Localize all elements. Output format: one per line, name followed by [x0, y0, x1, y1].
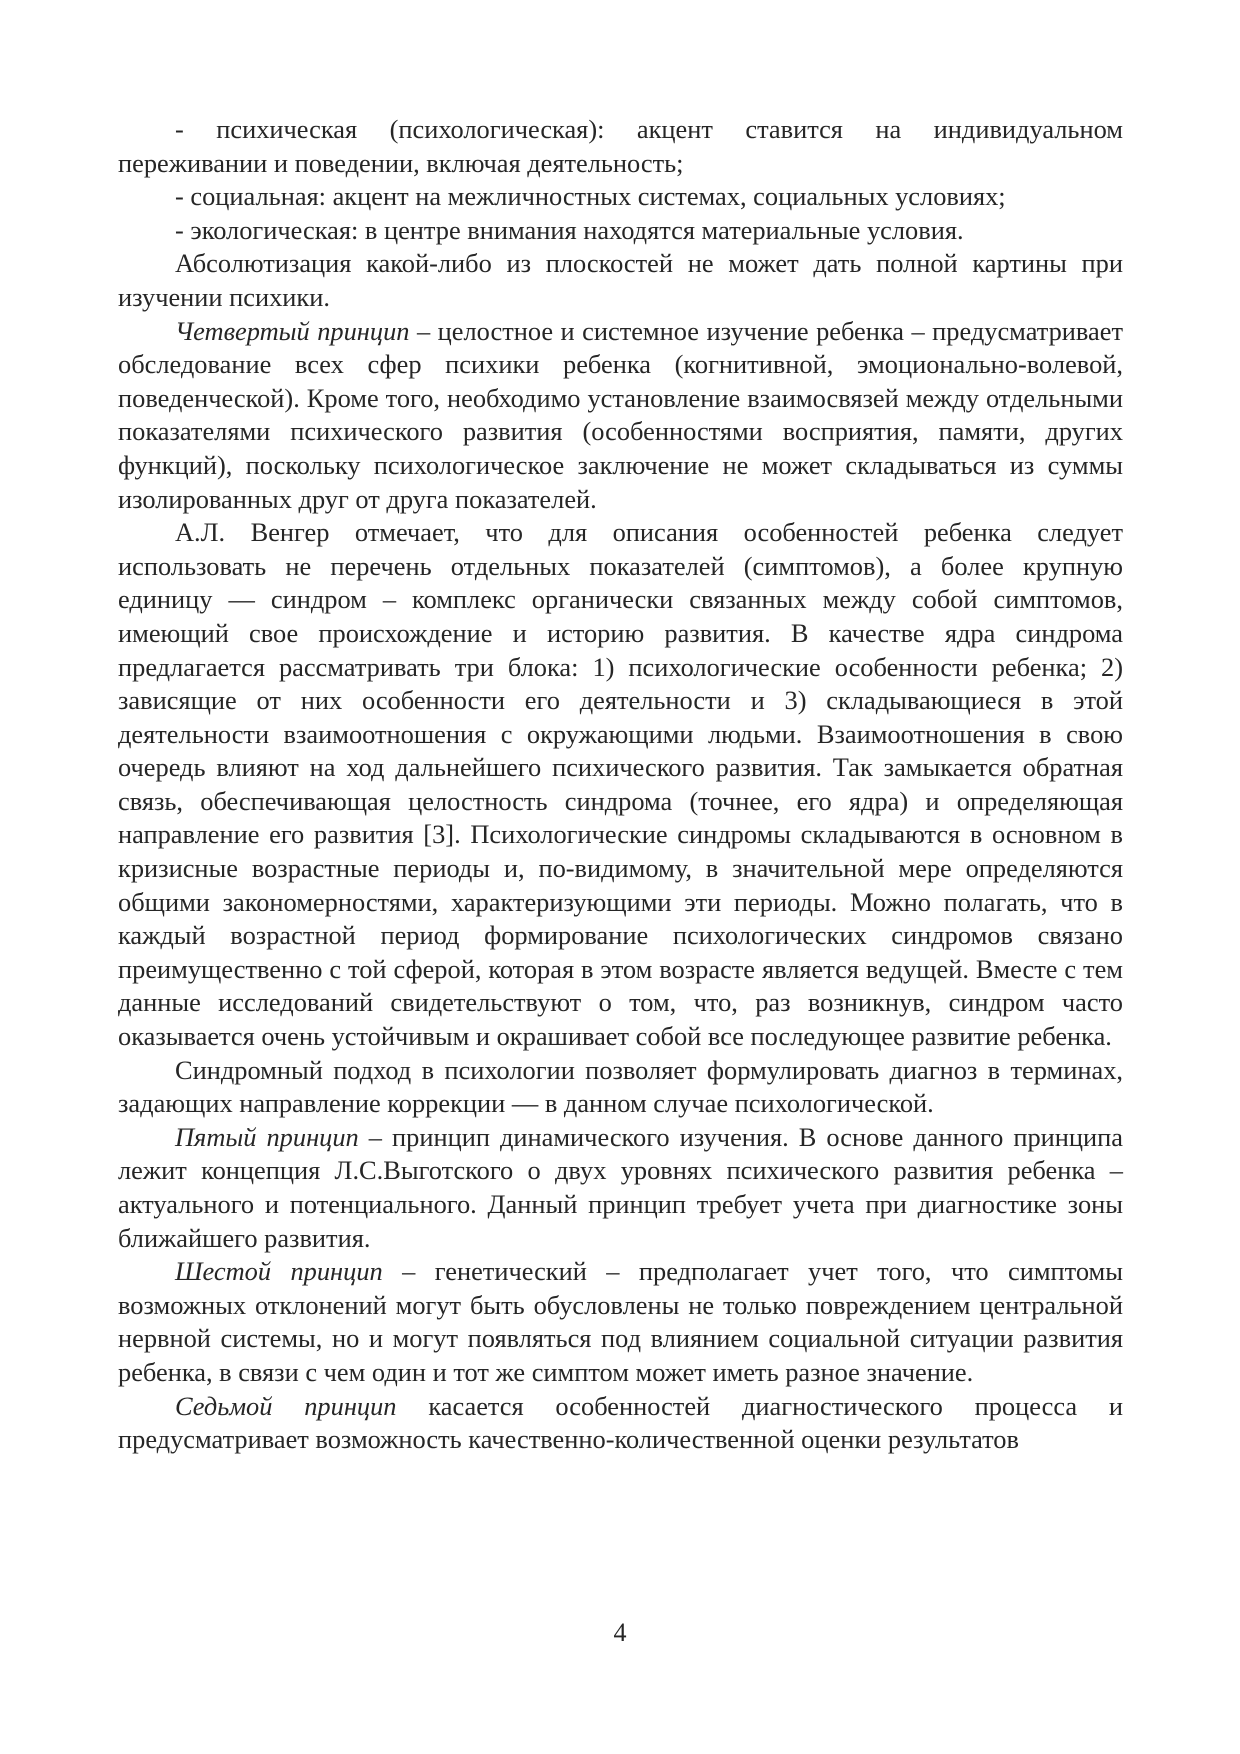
document-body	[118, 113, 1123, 1457]
paragraph-ecological-level: - экологическая: в центре внимания находятся материальные условия.	[175, 214, 964, 245]
paragraph-seventh-principle: Седьмой принцип касается особенностей диагностического процесса и предусматривает возможность качественно-количественной оценки результатов	[118, 1390, 1124, 1455]
paragraph-venger-syndrome: А.Л. Венгер отмечает, что для описания особенностей ребенка следует использовать не перечень отдельных показателей (симптомов), а более крупную единицу — синдром – комплекс органически связанных между собой симптомов, имеющий свое происхождение и историю развития. В качестве ядра синдрома предлагается рассматривать три блока: 1) психологические особенности ребенка; 2) зависящие от них особенности его деятельности и 3) складывающиеся в этой деятельности взаимоотношения с окружающими людьми. Взаимоотношения в свою очередь влияют на ход дальнейшего психического развития. Так замыкается обратная связь, обеспечивающая целостность синдрома (точнее, его ядра) и определяющая направление его развития [3]. Психологические синдромы складываются в основном в кризисные возрастные периоды и, по-видимому, в значительной мере определяются общими закономерностями, характеризующими эти периоды. Можно полагать, что в каждый возрастной период формирование психологических синдромов связано преимущественно с той сферой, которая в этом возрасте является ведущей. Вместе с тем данные исследований свидетельствуют о том, что, раз возникнув, синдром часто оказывается очень устойчивым и окрашивает собой все последующее развитие ребенка.	[118, 517, 1123, 1052]
principle-heading: Четвертый принцип	[175, 315, 410, 346]
paragraph-sixth-principle: Шестой принцип – генетический – предполагает учет того, что симптомы возможных отклонений могут быть обусловлены не только повреждением центральной нервной системы, но и могут появляться под влиянием социальной ситуации развития ребенка, в связи с чем один и тот же симптом может иметь разное значение.	[118, 1256, 1123, 1387]
paragraph-syndrome-approach: Синдромный подход в психологии позволяет формулировать диагноз в терминах, задающих направление коррекции — в данном случае психологической.	[118, 1054, 1123, 1119]
paragraph-fourth-principle: Четвертый принцип – целостное и системное изучение ребенка – предусматривает обследование всех сфер психики ребенка (когнитивной, эмоционально-волевой, поведенческой). Кроме того, необходимо установление взаимосвязей между отдельными показателями психического развития (особенностями восприятия, памяти, других функций), поскольку психологическое заключение не может складываться из суммы изолированных друг от друга показателей.	[118, 315, 1123, 514]
page-number: 4	[613, 1618, 627, 1647]
paragraph-fifth-principle: Пятый принцип – принцип динамического изучения. В основе данного принципа лежит концепция Л.С.Выготского о двух уровнях психического развития ребенка – актуального и потенциального. Данный принцип требует учета при диагностике зоны ближайшего развития.	[118, 1121, 1123, 1253]
principle-heading: Пятый принцип	[175, 1121, 359, 1152]
paragraph-psychic-level: - психическая (психологическая): акцент ставится на индивидуальном переживании и поведении, включая деятельность;	[118, 114, 1123, 178]
principle-heading: Шестой принцип	[175, 1256, 383, 1287]
paragraph-absolutization: Абсолютизация какой-либо из плоскостей не может дать полной картины при изучении психики.	[118, 248, 1123, 312]
principle-heading: Седьмой принцип	[175, 1390, 397, 1421]
paragraph-social-level: - социальная: акцент на межличностных системах, социальных условиях;	[175, 181, 1006, 212]
